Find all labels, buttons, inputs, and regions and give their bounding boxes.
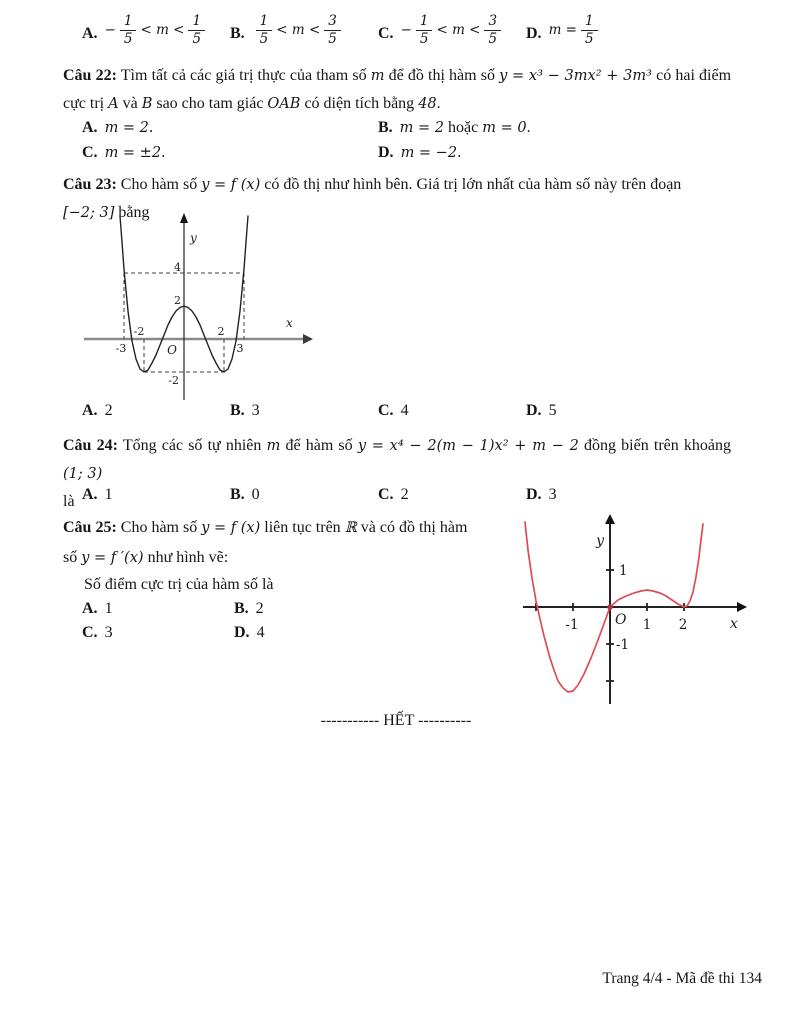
origin-label: O [167, 343, 177, 357]
q22-option-d [378, 144, 462, 162]
formula: y = f (x) [201, 177, 261, 193]
tick-label-xm2: -2 [133, 325, 145, 338]
option-value: 2 [255, 600, 264, 617]
tick-label-xm3: -3 [115, 342, 127, 355]
origin-dot [607, 604, 613, 610]
formula: y = x⁴ − 2(m − 1)x² + m − 2 [357, 438, 579, 454]
option-letter: A. [82, 402, 98, 419]
y-axis-arrow-icon [605, 514, 615, 524]
option-value: 5 [548, 402, 557, 419]
option-value: m = 2. [104, 120, 154, 136]
tick-label-xm1: -1 [565, 617, 579, 633]
q24-option-b [230, 486, 378, 504]
tick-label-ym1: -1 [616, 637, 630, 653]
option-letter: C. [82, 144, 98, 161]
q22-option-a [82, 119, 378, 137]
q24-option-c [378, 486, 526, 504]
option-letter: D. [234, 624, 250, 641]
option-value: m = 0 [482, 120, 527, 136]
option-value: 3 [251, 402, 260, 419]
q23-option-c [378, 402, 526, 420]
inequality: < m < [276, 22, 321, 39]
option-letter: A. [82, 24, 98, 42]
question-number: Câu 22: [63, 67, 117, 84]
fraction: $\frac{1}{5}$ [256, 14, 273, 47]
interval: (1; 3) [63, 466, 103, 482]
option-letter: B. [230, 24, 245, 42]
inequality: < m < [436, 22, 481, 39]
q24-statement: Câu 24: Tổng các số tự nhiên m để hàm số y = x⁴ − 2(m − 1)x² + m − 2 đồng biến trên khoảng (1; 3) là [63, 437, 732, 510]
origin-label: O [615, 612, 627, 628]
q21-option-b [230, 14, 378, 47]
q22-options-row-2 [63, 144, 462, 162]
q23-statement: Câu 23: Cho hàm số y = f (x) có đồ thị như hình bên. Giá trị lớn nhất của hàm số này trên đoạn [−2; 3] bằng [63, 176, 682, 221]
fraction: $\frac{1}{5}$ [416, 14, 433, 47]
end-of-exam-line: ----------- HẾT ---------- [320, 712, 472, 729]
x-axis-arrow-icon [737, 602, 747, 612]
option-letter: B. [230, 486, 245, 503]
option-value: 1 [104, 600, 113, 617]
option-value [105, 14, 206, 47]
option-letter: C. [82, 624, 98, 641]
tick-label-x1: 1 [642, 617, 652, 633]
option-letter: D. [526, 402, 542, 419]
q24-options-row [63, 486, 674, 504]
option-letter: A. [82, 119, 98, 136]
q25-options-row-1 [63, 600, 386, 618]
option-value: 4 [400, 402, 409, 419]
q25-option-a [82, 600, 234, 618]
q25-graph [515, 512, 750, 717]
q25-graph-svg [515, 512, 750, 712]
y-axis-arrow-icon [180, 213, 188, 223]
option-letter: C. [378, 24, 394, 42]
tick-label-x3: 3 [236, 342, 244, 355]
option-letter: B. [378, 119, 393, 136]
x-axis-label: x [730, 616, 738, 632]
tick-label-y4: 4 [174, 261, 181, 274]
option-value: m = 2 [399, 120, 445, 136]
question-number: Câu 23: [63, 176, 117, 193]
tick-label-y1: 1 [619, 563, 628, 579]
real-numbers-symbol: ℝ [344, 520, 357, 536]
option-value: m = ±2. [104, 145, 166, 161]
y-axis-label: y [190, 231, 197, 245]
q22-option-b: B. m = 2 hoặc m = 0 . [378, 119, 531, 136]
option-letter: B. [234, 600, 249, 617]
q25-option-c [82, 624, 234, 642]
option-value [252, 14, 341, 47]
option-letter: D. [378, 144, 394, 161]
q25-options-row-2 [63, 624, 386, 642]
formula: y = f (x) [201, 520, 261, 536]
option-value: 3 [548, 486, 557, 503]
option-value: 4 [256, 624, 265, 641]
q25-option-d [234, 624, 386, 642]
option-value [401, 14, 502, 47]
interval: [−2; 3] [63, 205, 115, 221]
option-value: 0 [251, 486, 260, 503]
q23-option-d [526, 402, 674, 420]
q24-option-d [526, 486, 674, 504]
fraction: $\frac{3}{5}$ [324, 14, 341, 47]
fraction: $\frac{3}{5}$ [484, 14, 501, 47]
minus-sign: − [104, 22, 116, 39]
q23-graph [84, 212, 316, 409]
option-letter: D. [526, 24, 542, 42]
page-footer [0, 970, 762, 988]
q23-option-a [82, 402, 230, 420]
tick-label-ym2: -2 [168, 374, 179, 387]
tick-label-y2: 2 [174, 294, 181, 307]
option-value: 3 [104, 624, 113, 641]
q21-option-d [526, 14, 674, 47]
option-value: 1 [104, 486, 113, 503]
q23-graph-svg [84, 212, 316, 404]
tick-label-x2: 2 [217, 325, 225, 338]
x-axis-label: x [286, 316, 293, 330]
q22-options-row-1 [63, 119, 531, 137]
page-number: Trang 4/4 - Mã đề thi 134 [602, 970, 762, 987]
option-value: m = $\frac{1}{5}$ [549, 14, 598, 47]
x-axis-arrow-icon [303, 334, 313, 344]
fraction: $\frac{1}{5}$ [188, 14, 205, 47]
question-number: Câu 24: [63, 437, 118, 454]
q23-options-row [63, 402, 674, 420]
q24-option-a [82, 486, 230, 504]
q21-option-c [378, 14, 526, 47]
q23-option-b [230, 402, 378, 420]
q25-statement: Câu 25: Cho hàm số y = f (x) liên tục trên ℝ và có đồ thị hàm số y = f ′(x) như hình vẽ: [63, 519, 468, 566]
derivative-formula: y = f ′(x) [81, 550, 144, 566]
tick-label-x2: 2 [678, 617, 688, 633]
option-value: 2 [400, 486, 409, 503]
question-number: Câu 25: [63, 519, 117, 536]
minus-sign: − [400, 22, 412, 39]
q22-statement: Câu 22: Tìm tất cả các giá trị thực của tham số m để đồ thị hàm số y = x³ − 3mx² + 3m³ có hai điểm cực trị A và B sao cho tam giác OAB có diện tích bằng 48. [63, 67, 732, 112]
option-letter: D. [526, 486, 542, 503]
option-letter: B. [230, 402, 245, 419]
inequality: < m < [140, 22, 185, 39]
fraction: $\frac{1}{5}$ [581, 14, 598, 47]
option-letter: C. [378, 486, 394, 503]
fraction: $\frac{1}{5}$ [120, 14, 137, 47]
formula: y = x³ − 3mx² + 3m³ [499, 68, 652, 84]
option-value: m = −2. [400, 145, 462, 161]
option-value: 2 [104, 402, 113, 419]
q22-option-c [82, 144, 378, 162]
y-axis-label: y [596, 533, 604, 549]
option-letter: A. [82, 486, 98, 503]
q25-option-b [234, 600, 386, 618]
q25-subline: Số điểm cực trị của hàm số là [84, 576, 274, 593]
option-letter: C. [378, 402, 394, 419]
option-letter: A. [82, 600, 98, 617]
q21-options-row [63, 14, 674, 47]
q21-option-a [82, 14, 230, 47]
